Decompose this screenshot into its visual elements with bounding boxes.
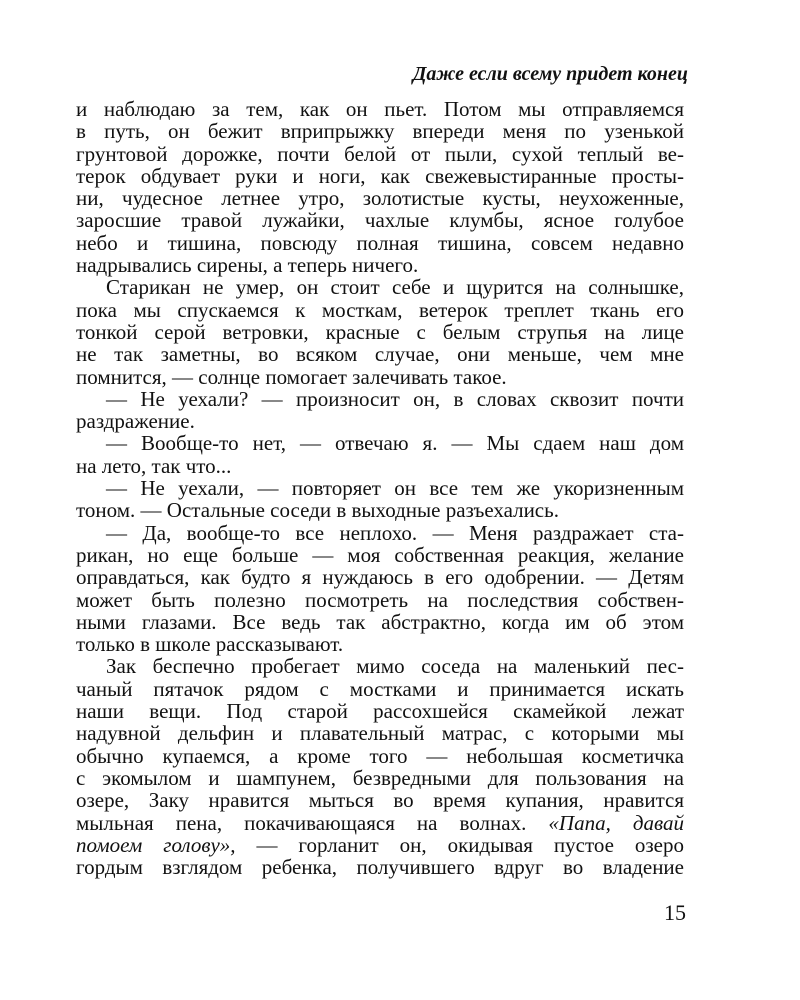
text-line: ными глазами. Все ведь так абстрактно, когда им об этом: [76, 609, 684, 634]
text-line: надувной дельфин и плавательный матрас, с которыми мы: [76, 721, 684, 746]
text-line: заросшие травой лужайки, чахлые клумбы, ясное голубое: [76, 208, 684, 233]
text-line: Старикан не умер, он стоит себе и щурится на солнышке,: [106, 275, 684, 300]
text-line: тоном. — Остальные соседи в выходные разъехались.: [76, 498, 559, 523]
text-line: наши вещи. Под старой рассохшейся скамейкой лежат: [76, 699, 684, 724]
text-line: в путь, он бежит вприпрыжку впереди меня по узенькой: [76, 119, 684, 144]
text-line: и наблюдаю за тем, как он пьет. Потом мы отправляемся: [76, 97, 684, 121]
text-line: небо и тишина, повсюду полная тишина, совсем недавно: [76, 230, 684, 255]
body-text: [76, 98, 684, 878]
page-number: 15: [664, 900, 686, 925]
italic-quote: помоем голову»,: [76, 832, 236, 857]
text-line: [76, 812, 684, 834]
text-line: раздражение.: [76, 409, 195, 434]
text-segment: мыльная пена, покачивающаяся на волнах.: [76, 810, 527, 835]
text-line: грунтовой дорожке, почти белой от пыли, сухой теплый ве-: [76, 141, 684, 166]
text-line: Зак беспечно пробегает мимо соседа на маленький пес-: [106, 654, 684, 679]
text-line: на лето, так что...: [76, 453, 232, 478]
text-line: только в школе рассказывают.: [76, 632, 344, 657]
running-header: Даже если всему придет конец: [412, 63, 688, 85]
text-line: обычно купаемся, а кроме того — небольшая косметичка: [76, 743, 684, 768]
text-line: оправдаться, как будто я нуждаюсь в его одобрении. — Детям: [76, 565, 684, 590]
text-line: терок обдувает руки и ноги, как свежевыстиранные просты-: [76, 163, 684, 188]
text-line: надрывались сирены, а теперь ничего.: [76, 253, 419, 278]
text-line: пока мы спускаемся к мосткам, ветерок треплет ткань его: [76, 297, 684, 322]
italic-quote: «Папа, давай: [548, 810, 685, 835]
text-line: рикан, но еще больше — моя собственная реакция, желание: [76, 542, 684, 567]
text-segment: — горланит он, окидывая пустое озеро: [256, 832, 685, 857]
text-line: тонкой серой ветровки, красные с белым струпья на лице: [76, 319, 684, 344]
text-line: — Не уехали? — произносит он, в словах сквозит почти: [106, 386, 684, 411]
text-line: [76, 834, 684, 856]
text-line: гордым взглядом ребенка, получившего вдруг во владение: [76, 855, 684, 880]
text-line: с экомылом и шампунем, безвредными для пользования на: [76, 765, 684, 790]
text-line: не так заметны, во всяком случае, они меньше, чем мне: [76, 342, 684, 367]
text-line: — Вообще-то нет, — отвечаю я. — Мы сдаем наш дом: [106, 431, 684, 456]
text-line: ни, чудесное летнее утро, золотистые кусты, неухоженные,: [76, 186, 684, 211]
text-line: помнится, — солнце помогает залечивать такое.: [76, 364, 507, 389]
text-line: озере, Заку нравится мыться во время купания, нравится: [76, 788, 684, 813]
text-line: — Не уехали, — повторяет он все тем же укоризненным: [106, 476, 684, 501]
text-line: чаный пятачок рядом с мостками и принимается искать: [76, 676, 684, 701]
text-line: — Да, вообще-то все неплохо. — Меня раздражает ста-: [106, 520, 684, 545]
text-line: может быть полезно посмотреть на последствия собствен-: [76, 587, 684, 612]
